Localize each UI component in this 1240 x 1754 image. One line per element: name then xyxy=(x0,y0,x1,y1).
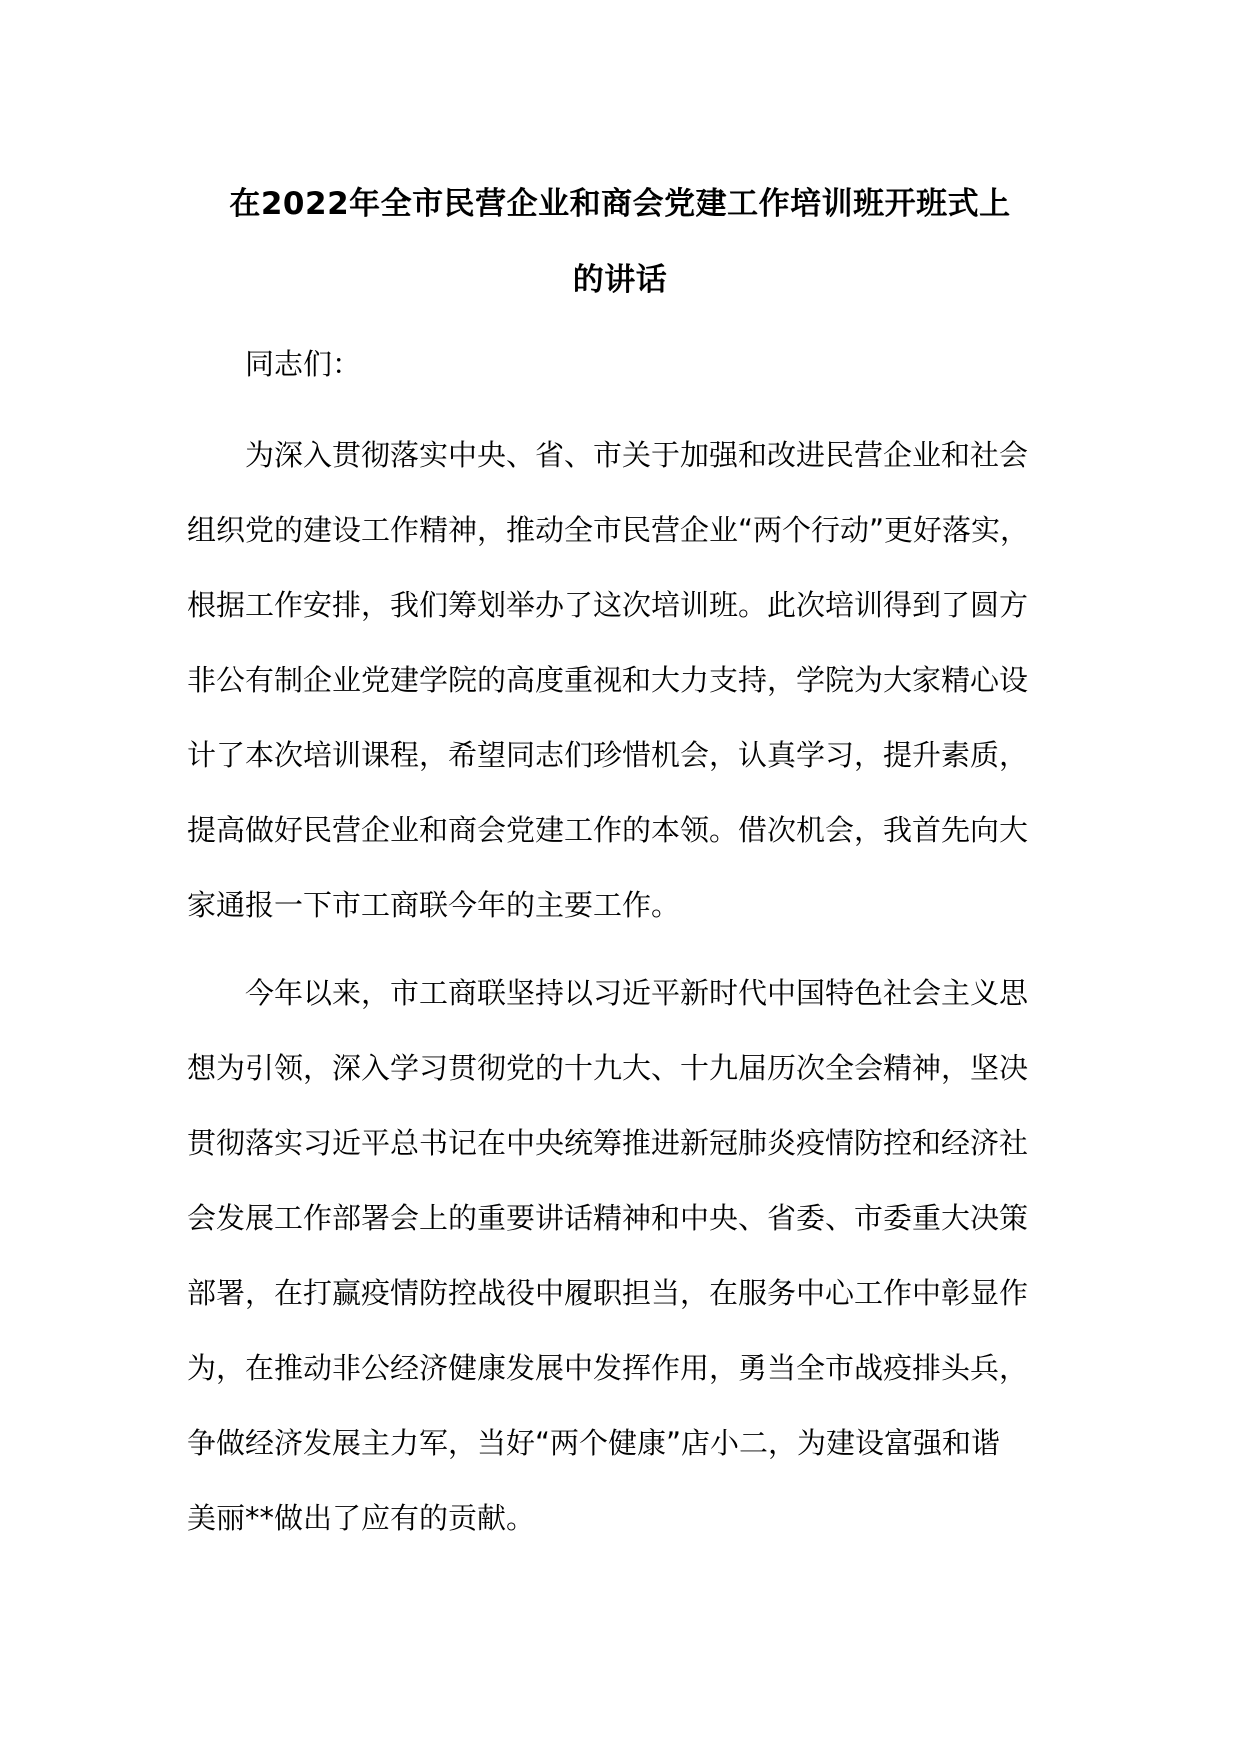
document-title xyxy=(186,166,1054,318)
paragraph-2 xyxy=(187,956,1067,1556)
paragraph-line: 部署，在打赢疫情防控战役中履职担当，在服务中心工作中彰显作 xyxy=(187,1276,1029,1310)
title-line: 的讲话 xyxy=(572,262,668,298)
paragraph-line: 美丽**做出了应有的贡献。 xyxy=(187,1501,536,1535)
paragraph-line: 家通报一下市工商联今年的主要工作。 xyxy=(187,888,681,922)
paragraph-1 xyxy=(187,418,1067,943)
paragraph-line: 今年以来，市工商联坚持以习近平新时代中国特色社会主义思 xyxy=(245,976,1029,1010)
title-line: 在2022年全市民营企业和商会党建工作培训班开班式上 xyxy=(229,186,1011,222)
paragraph-line: 贯彻落实习近平总书记在中央统筹推进新冠肺炎疫情防控和经济社 xyxy=(187,1126,1029,1160)
paragraph-line: 组织党的建设工作精神，推动全市民营企业“两个行动”更好落实， xyxy=(187,513,1030,547)
paragraph-line: 提高做好民营企业和商会党建工作的本领。借次机会，我首先向大 xyxy=(187,813,1029,847)
paragraph-line: 非公有制企业党建学院的高度重视和大力支持，学院为大家精心设 xyxy=(187,663,1029,697)
paragraph-line: 争做经济发展主力军，当好“两个健康”店小二，为建设富强和谐 xyxy=(187,1426,1001,1460)
paragraph-line: 计了本次培训课程，希望同志们珍惜机会，认真学习，提升素质， xyxy=(187,738,1029,772)
paragraph-line: 为深入贯彻落实中央、省、市关于加强和改进民营企业和社会 xyxy=(245,438,1029,472)
paragraph-line: 为，在推动非公经济健康发展中发挥作用，勇当全市战疫排头兵， xyxy=(187,1351,1029,1385)
paragraph-line: 根据工作安排，我们筹划举办了这次培训班。此次培训得到了圆方 xyxy=(187,588,1029,622)
paragraph-line: 想为引领，深入学习贯彻党的十九大、十九届历次全会精神，坚决 xyxy=(187,1051,1029,1085)
salutation: 同志们： xyxy=(245,347,362,381)
paragraph-line: 会发展工作部署会上的重要讲话精神和中央、省委、市委重大决策 xyxy=(187,1201,1029,1235)
